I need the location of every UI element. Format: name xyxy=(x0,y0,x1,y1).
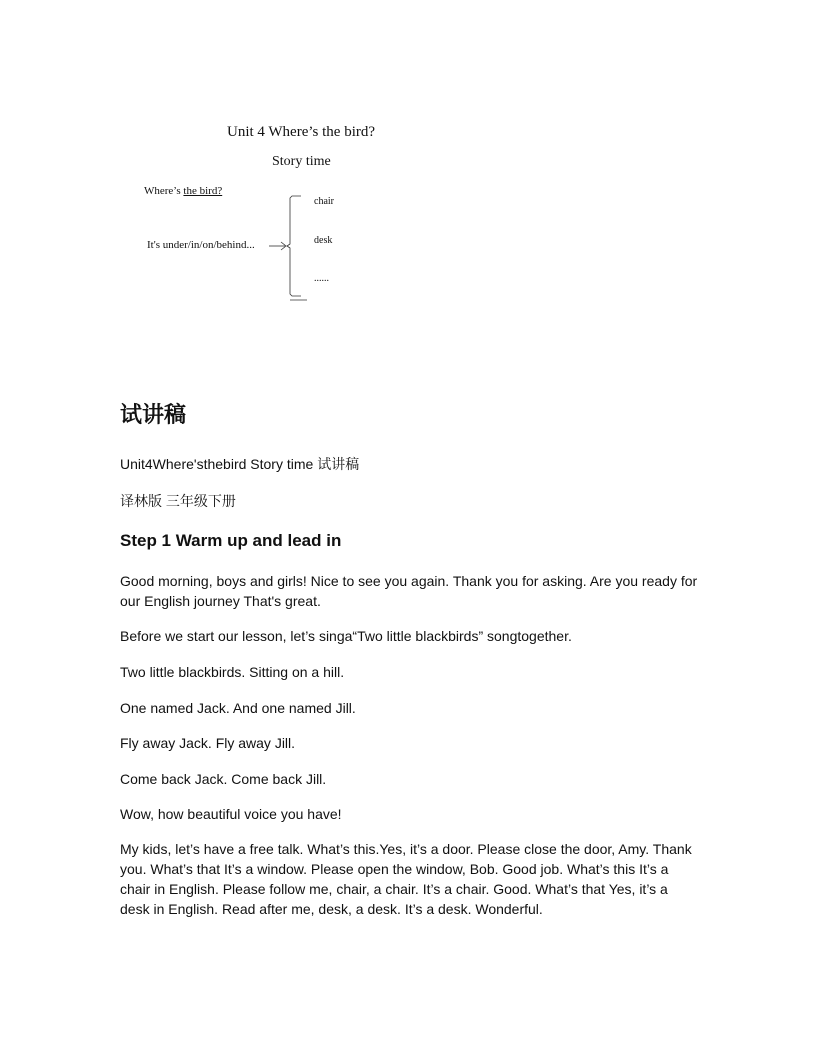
diagram-item-desk: desk xyxy=(314,235,333,246)
question-underlined: the bird? xyxy=(183,185,223,197)
bracket-diagram xyxy=(265,190,315,305)
page-heading: 试讲稿 xyxy=(120,403,187,428)
paragraph-song-line1: Two little blackbirds. Sitting on a hill. xyxy=(120,664,345,680)
subtitle-edition: 译林版 三年级下册 xyxy=(120,493,236,509)
subtitle-unit: Unit4Where'sthebird Story time 试讲稿 xyxy=(120,456,360,472)
diagram-title: Unit 4 Where’s the bird? xyxy=(227,124,376,140)
diagram-item-ellipsis: ...... xyxy=(314,273,329,284)
diagram-answer: It's under/in/on/behind... xyxy=(147,239,255,251)
paragraph-song-line2: One named Jack. And one named Jill. xyxy=(120,700,356,716)
paragraph-greeting: Good morning, boys and girls! Nice to see you again. Thank you for asking. Are you ready for our English journey That's great. xyxy=(120,573,698,609)
question-prefix: Where’s xyxy=(144,185,184,197)
paragraph-song-line4: Come back Jack. Come back Jill. xyxy=(120,771,327,787)
paragraph-free-talk: My kids, let’s have a free talk. What’s this.Yes, it’s a door. Please close the door, Amy. Thank you. What’s that It’s a window. Please open the window, Bob. Good job. What’s this It’s a chair in English. Please follow me, chair, a chair. It’s a chair. Good. What’s that Yes, it’s a desk in English. Read after me, desk, a desk. It’s a desk. Wonderful. xyxy=(120,841,692,917)
diagram-subtitle: Story time xyxy=(272,154,331,169)
paragraph-praise: Wow, how beautiful voice you have! xyxy=(120,806,342,822)
paragraph-song-line3: Fly away Jack. Fly away Jill. xyxy=(120,735,296,751)
diagram-question xyxy=(144,185,222,197)
paragraph-song-intro: Before we start our lesson, let’s singa“Two little blackbirds” songtogether. xyxy=(120,628,572,644)
step1-title: Step 1 Warm up and lead in xyxy=(120,531,342,550)
bracket-brace xyxy=(287,196,301,296)
diagram-item-chair: chair xyxy=(314,196,334,207)
